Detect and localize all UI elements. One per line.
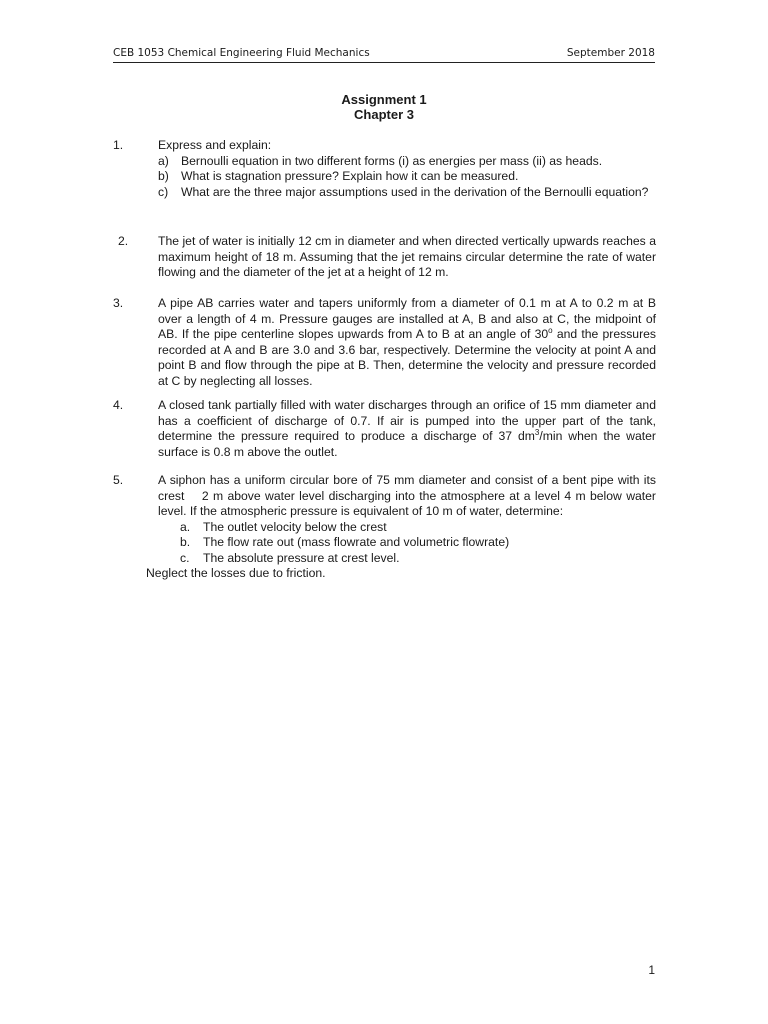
part-label: b) [158, 169, 169, 183]
question-2 [113, 234, 656, 281]
question-intro: Express and explain: [158, 138, 272, 152]
question-text: A closed tank partially filled with water discharges through an orifice of 15 mm diameter and has a coefficient of discharge of 0.7. If air is pumped into the upper part of the tank, determine the pressure required to produce a discharge of 37 $dm^3/\min$ when the water surface is 0.8 m above the outlet. [158, 398, 656, 459]
page-header [113, 47, 655, 61]
part-label: a) [158, 153, 169, 168]
degree-symbol: o [548, 325, 553, 335]
question-number: 4. [113, 398, 124, 412]
question-number: 2. [118, 234, 129, 248]
question-text: The jet of water is initially 12 cm in diameter and when directed vertically upwards reaches a maximum height of 18 m. Assuming that the jet remains circular determine the rate of water flowing and the diameter of the jet at a height of 12 m. [158, 234, 656, 279]
page-number: 1 [648, 963, 655, 977]
question-text: A siphon has a uniform circular bore of 75 mm diameter and consist of a bent pipe with its crest 2 m above water level discharging into the atmosphere at a level 4 m below water level. If the atmospheric pressure is equivalent of 10 m of water, determine: [158, 473, 660, 518]
part-text: Bernoulli equation in two different forms (i) as energies per mass (ii) as heads. [181, 153, 603, 168]
part-text: The flow rate out (mass flowrate and volumetric flowrate) [203, 535, 510, 549]
question-note: Neglect the losses due to friction. [146, 566, 326, 580]
question-number: 1. [113, 138, 124, 152]
part-text: The outlet velocity below the crest [203, 519, 387, 534]
question-text: A pipe AB carries water and tapers uniformly from a diameter of 0.1 m at A to 0.2 m at B over a length of 4 m. Pressure gauges are installed at A, B and also at C, the midpoint of AB. If the pipe centerline slopes upwards from A to B at an angle of 30$^o$ and the pressures recorded at A and B are 3.0 and 3.6 bar, respectively. Determine the velocity at point A and point B and flow through the pipe at B. Then, determine the velocity and pressure recorded at C by neglecting all losses. [158, 296, 656, 388]
part-label: b. [180, 535, 191, 549]
question-part [180, 551, 656, 567]
question-1 [113, 138, 656, 200]
question-part [158, 169, 656, 185]
question-part [158, 185, 656, 201]
question-part [180, 520, 656, 536]
part-text: The absolute pressure at crest level. [203, 550, 400, 565]
header-date: September 2018 [566, 47, 655, 59]
part-text: What are the three major assumptions used in the derivation of the Bernoulli equation? [181, 184, 649, 199]
chapter-title: Chapter 3 [354, 107, 414, 122]
question-part [180, 535, 656, 551]
part-label: c) [158, 184, 169, 199]
question-number: 5. [113, 473, 124, 487]
course-title: CEB 1053 Chemical Engineering Fluid Mechanics [113, 47, 370, 59]
question-5 [113, 473, 660, 582]
part-label: c. [180, 550, 190, 565]
superscript-power: 3 [534, 427, 540, 437]
question-part [158, 154, 656, 170]
assignment-title: Assignment 1 [341, 92, 427, 107]
part-text: What is stagnation pressure? Explain how it can be measured. [181, 169, 519, 183]
part-label: a. [180, 519, 191, 534]
question-4 [113, 398, 656, 460]
question-3 [113, 296, 656, 389]
header-rule [113, 62, 655, 63]
question-number: 3. [113, 296, 124, 310]
